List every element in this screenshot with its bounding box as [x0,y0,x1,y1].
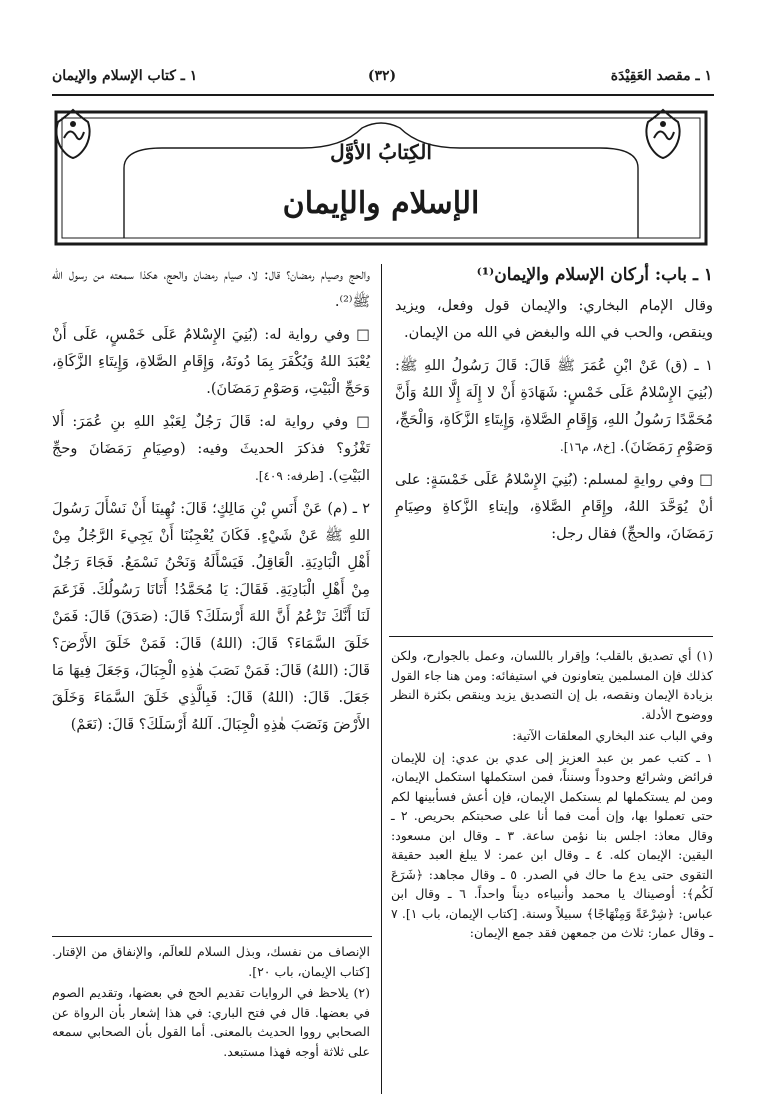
title-frame-border [52,108,710,248]
footnote-continuation: الإنصاف من نفسك، وبذل السلام للعالَم، والإنفاق من الإقتار. [كتاب الإيمان، باب ٢٠]. [52,944,370,979]
body-paragraph: والحج وصيام رمضان؟ قال: لا، صيام رمضان والحج، هكذا سمعته من رسول الله ﷺ⁽²⁾. [52,267,370,310]
hadith-reference: [خ٨، م١٦]. [559,440,616,454]
hadith-paragraph: ٢ ـ (م) عَنْ أَنَسِ بْنِ مَالِكٍ؛ قَالَ: نُهِينَا أَنْ نَسْأَلَ رَسُولَ اللهِ ﷺ عَنْ شَيْءٍ. فَكَانَ يُعْجِبُنَا أَنْ يَجِيءَ الرَّجُلُ مِنْ أَهْلِ الْبَادِيَةِ. الْعَاقِلُ. فَيَسْأَلَهُ وَنَحْنُ نَسْمَعُ. فَجَاءَ رَجُلٌ مِنْ أَهْلِ الْبَادِيَةِ. فَقَالَ: يَا مُحَمَّدُ! أَتَانَا رَسُولُكَ. فَزَعَمَ لَنَا أَنَّكَ تَزْعُمُ أَنَّ اللهَ أَرْسَلَكَ؟ قَالَ: (صَدَقَ) قَالَ: فَمَنْ خَلَقَ السَّمَاءَ؟ قَالَ: (اللهُ) قَالَ: فَمَنْ خَلَقَ الأَرْضَ؟ قَالَ: (اللهُ) قَالَ: فَمَنْ نَصَبَ هٰذِهِ الْجِبَالَ، وَجَعَلَ فِيهَا مَا جَعَلَ. قَالَ: (اللهُ) قَالَ: فَبِالَّذِي خَلَقَ السَّمَاءَ وَخَلَقَ الأَرْضَ وَنَصَبَ هٰذِهِ الْجِبَالَ. آللهُ أَرْسَلَكَ؟ قَالَ: (نَعَمْ) [52,501,370,733]
title-frame [52,108,710,248]
page-number: (٣٢) [367,68,397,84]
book-number-title: الكِتابُ الأوَّل [330,140,432,164]
footnote-1-intro: وفي الباب عند البخاري المعلقات الآتية: [512,728,713,743]
narration-paragraph: □ وفي روايةٍ لمسلم: (بُنِيَ الإِسْلامُ عَلَى خَمْسَةٍ: على أنْ يُوَحَّدَ اللهُ، وإِقَامِ الصَّلاةِ، وإيتاءِ الزَّكاةِ وصِيَامِ رَمَضَانَ، والحجِّ) فقال رجل: [395,472,713,542]
footnote-1: (١) أي تصديق بالقلب؛ وإقرار باللسان، وعمل بالجوارح، ولكن كذلك فإن المسلمين يتعاونون في استيفائه: ومن هنا جاء القول بزيادة الإيمان ونقصه، بل إن التصديق يزيد وينقص بكثرة النظر ووضوح الأدلة. [391,648,713,722]
footnotes-right [391,646,713,945]
running-header [52,68,712,90]
footnote-2: (٢) يلاحظ في الروايات تقديم الحج في بعضها، وتقديم الصوم في بعضها. قال في فتح الباري: في هذا إشعار بأن الرواة عن الصحابي رووا الحديث بالمعنى. أما القول بأن الصحابي سمعه على ثلاثة أوجه فهذا مستبعد. [52,985,370,1059]
header-rule [52,94,714,96]
header-book-name: ١ ـ كتاب الإسلام والإيمان [52,68,198,84]
right-column [395,262,713,554]
narration-reference: [طرفه: ٤٠٩]. [254,469,324,483]
narration-paragraph: □ وفي رواية له: (بُنِيَ الإِسْلامُ عَلَى خَمْسٍ، عَلَى أَنْ يُعْبَدَ اللهُ وَيُكْفَرَ بِمَا دُونَهُ، وَإِقَامِ الصَّلاةِ، وَإِيتَاءِ الزَّكَاةِ، وَحَجِّ الْبَيْتِ، وَصَوْمِ رَمَضَانَ). [52,327,370,397]
narration-paragraph [52,409,370,490]
footnotes-left [52,942,370,1063]
header-section-name: ١ ـ مقصد العَقِيْدَة [610,68,712,84]
footnote-1-list: ١ ـ كتب عمر بن عبد العزيز إلى عدي بن عدي: إن للإيمان فرائض وشرائع وحدوداً وسنناً، فمن استكملها استكمل الإيمان، ومن لم يستكملها لم يستكمل الإيمان، فإن أعش فسأبينها لكم حتى تعملوا بها، وإن أمت فما أنا على صحبتكم بحريص. ٢ ـ وقال معاذ: اجلس بنا نؤمن ساعة. ٣ ـ وقال ابن مسعود: اليقين: الإيمان كله. ٤ ـ وقال ابن عمر: لا يبلغ العبد حقيقة التقوى حتى يدع ما حاك في الصدر. ٥ ـ وقال مجاهد: ﴿شَرَعَ لَكُم﴾: أوصيناك يا محمد وأنبياءه ديناً واحداً. ٦ ـ وقال ابن عباس: ﴿شِرْعَةً وَمِنْهَاجًا﴾ سبيلاً وسنة. [كتاب الإيمان، باب ١]. ٧ ـ وقال عمار: ثلاث من جمعهن فقد جمع الإيمان: [391,749,714,940]
footnote-rule [389,636,713,637]
column-divider [381,264,382,1094]
left-column [52,262,370,745]
narration-text: □ وفي رواية له: قَالَ رَجُلٌ لِعَبْدِ اللهِ بنِ عُمَرَ: أَلا تَغْزُو؟ فذكرَ الحديثَ وفيه: (وصِيَامِ رَمَضَانَ وحجِّ البَيْتِ). [52,414,370,484]
book-subject-title: الإسلام والإيمان [282,186,480,221]
body-paragraph: وقال الإمام البخاري: والإيمان قول وفعل، ويزيد وينقص، والحب في الله والبغض في الله من الإيمان. [395,298,713,341]
hadith-text: ١ ـ (ق) عَنْ ابْنِ عُمَرَ ﷺ قَالَ: قَالَ رَسُولُ اللهِ ﷺ: (بُنِيَ الإِسْلامُ عَلَى خَمْسٍ: شَهَادَةِ أَنْ لا إِلَهَ إِلَّا اللهُ وَأَنَّ مُحَمَّدًا رَسُولُ اللهِ، وَإِقَامِ الصَّلاةِ، وَإِيتَاءِ الزَّكَاةِ، وَالْحَجِّ، وَصَوْمِ رَمَضَانَ). [395,358,713,455]
footnote-rule [52,936,372,937]
section-heading: ١ ـ باب: أركان الإسلام والإيمان⁽¹⁾ [476,265,713,285]
hadith-paragraph [395,353,713,461]
